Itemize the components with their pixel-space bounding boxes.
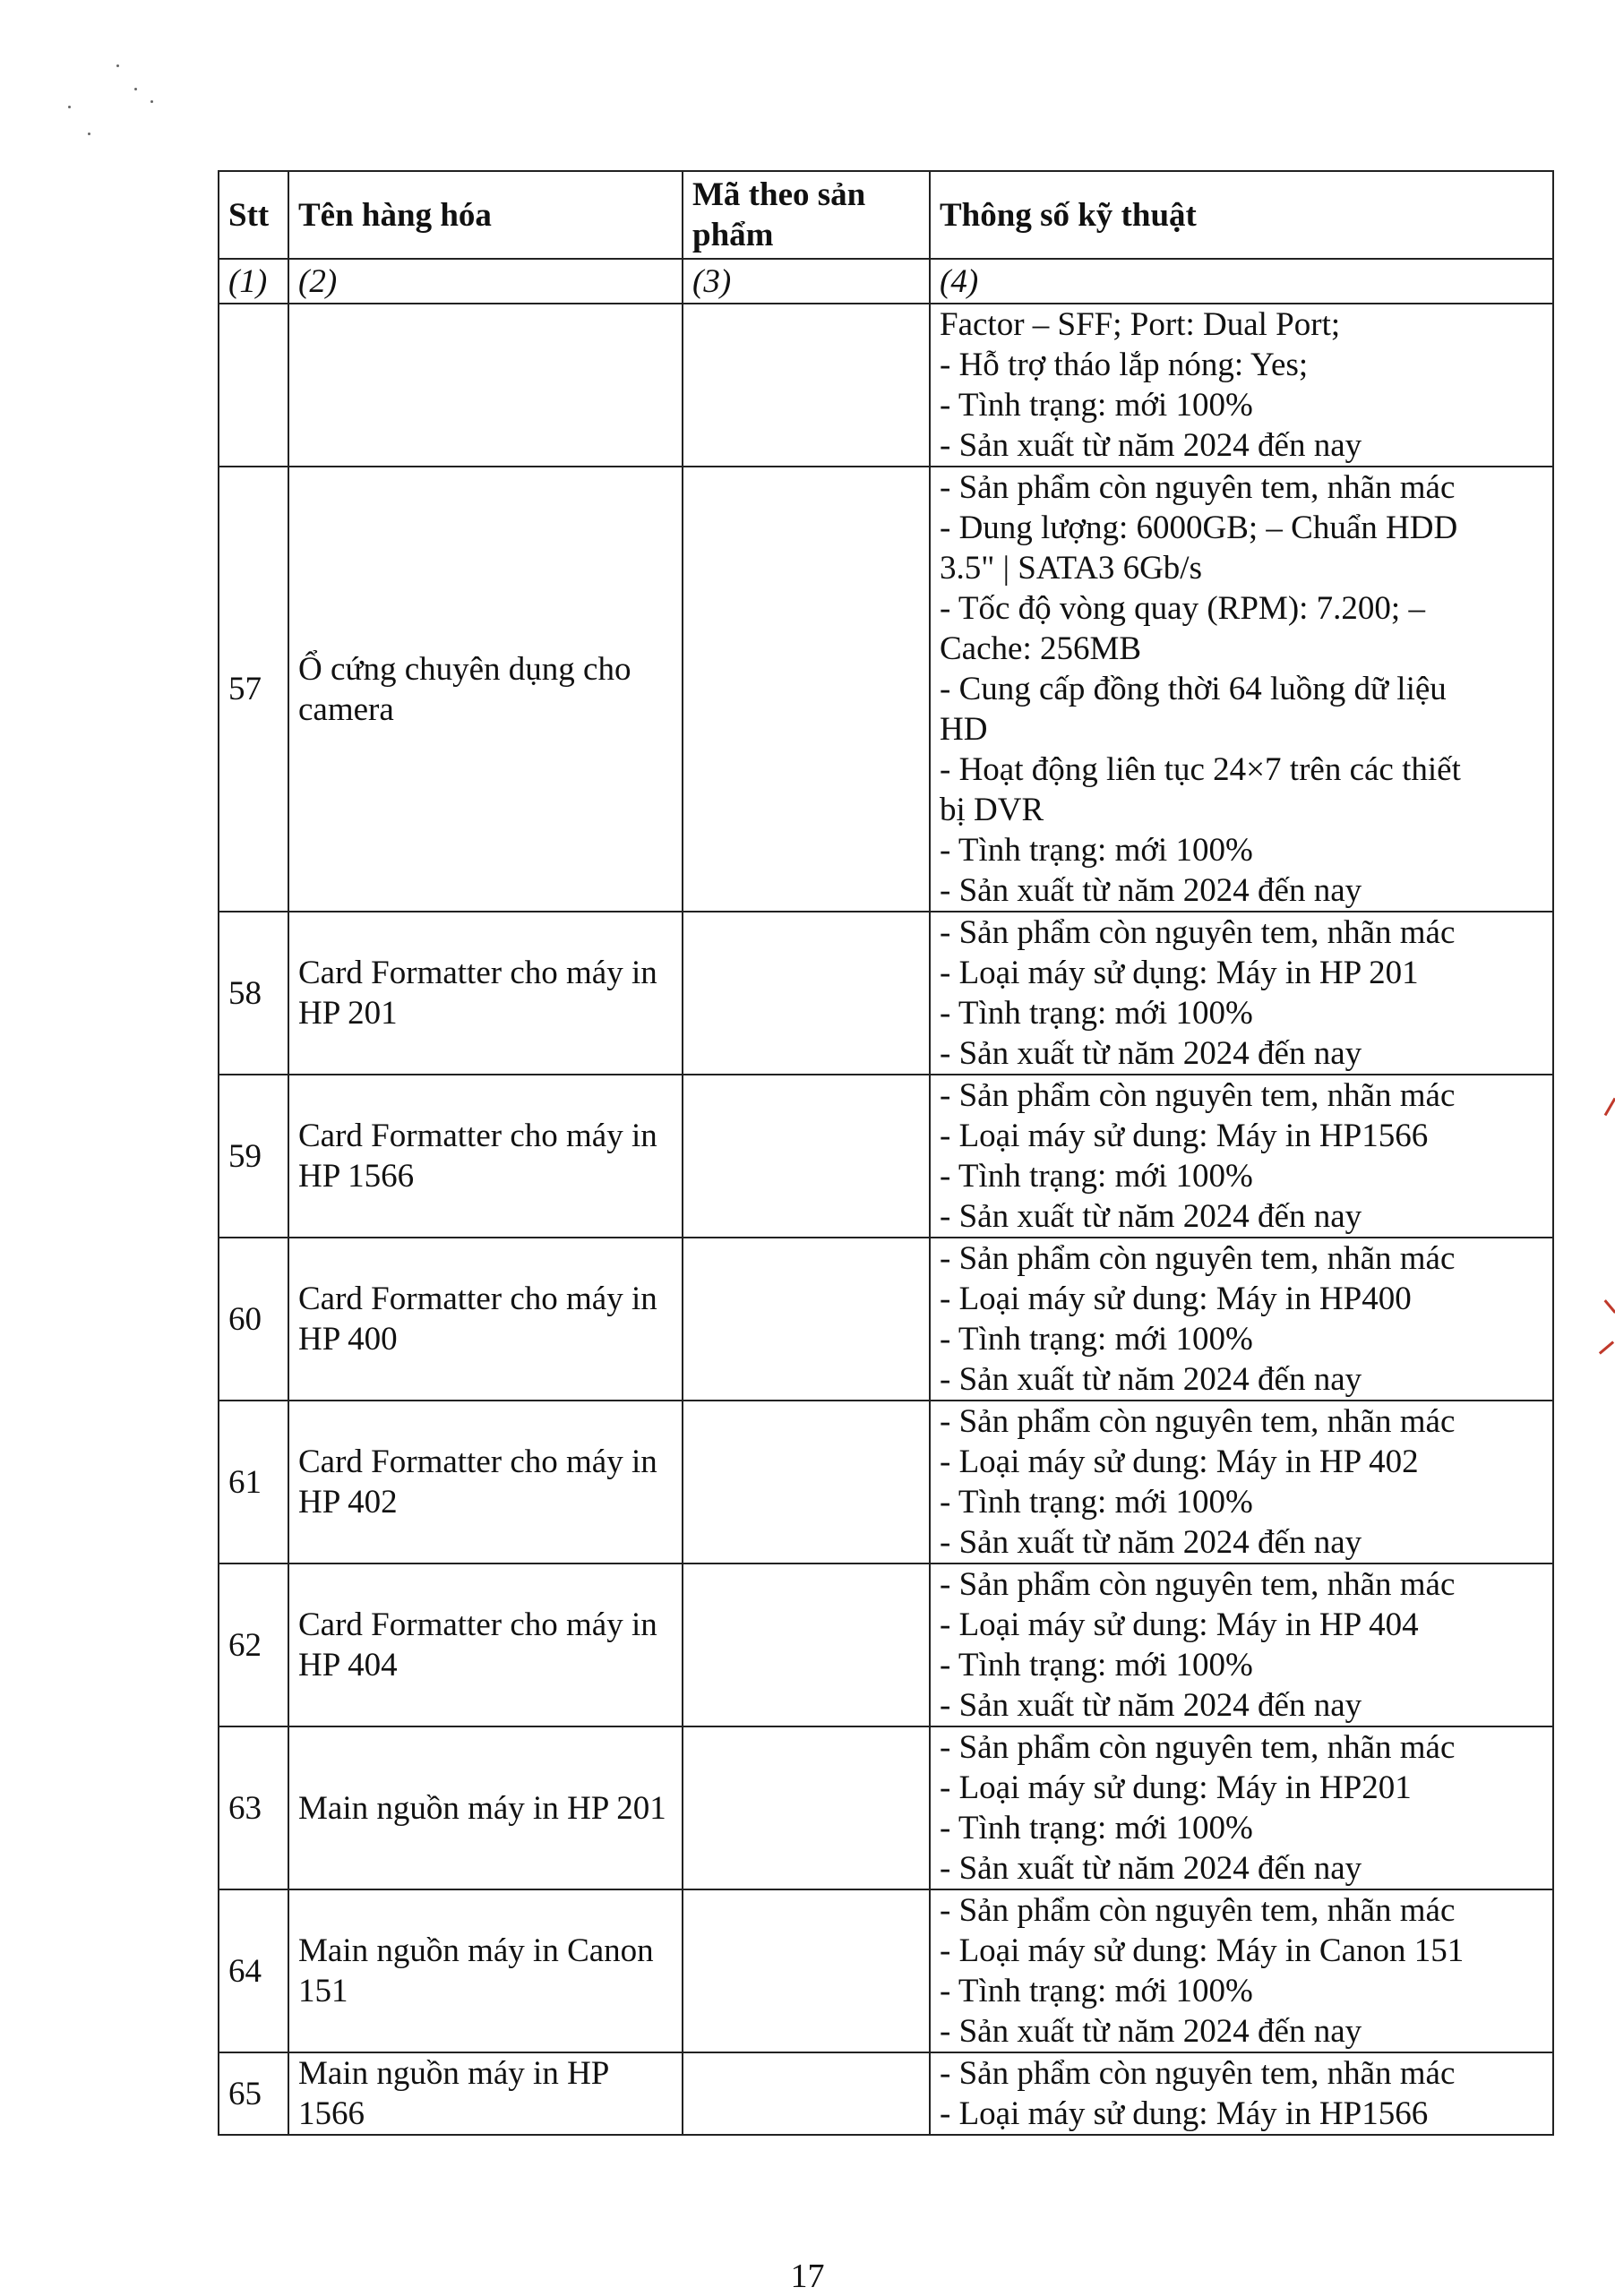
product-code-cell	[683, 1238, 930, 1401]
item-name-cell: Card Formatter cho máy in HP 201	[288, 912, 683, 1075]
stt-cell: 58	[219, 912, 288, 1075]
spec-line: - Loại máy sử dung: Máy in Canon 151	[940, 1932, 1465, 1969]
stt-cell: 64	[219, 1889, 288, 2052]
product-code-cell	[683, 1075, 930, 1238]
scan-speck	[116, 64, 119, 67]
item-name-cell: Main nguồn máy in HP 1566	[288, 2052, 683, 2135]
product-code-cell	[683, 912, 930, 1075]
spec-line: - Tình trạng: mới 100%	[940, 1810, 1253, 1846]
spec-line: - Tình trạng: mới 100%	[940, 1158, 1253, 1195]
spec-line: - Sản phẩm còn nguyên tem, nhãn mác	[940, 1077, 1456, 1114]
product-code-cell	[683, 2052, 930, 2135]
item-name-cell: Ổ cứng chuyên dụng cho camera	[288, 467, 683, 912]
stt-cell: 62	[219, 1564, 288, 1726]
spec-cell	[930, 467, 1553, 912]
table-row	[219, 1238, 1553, 1401]
scan-speck	[134, 88, 137, 90]
product-code-cell	[683, 1401, 930, 1564]
spec-line: - Sản phẩm còn nguyên tem, nhãn mác	[940, 914, 1456, 951]
header-spec: Thông số kỹ thuật	[930, 171, 1553, 259]
spec-line: - Tình trạng: mới 100%	[940, 1484, 1253, 1521]
spec-cell	[930, 304, 1553, 467]
spec-line: - Sản xuất từ năm 2024 đến nay	[940, 1361, 1362, 1398]
spec-line: - Sản xuất từ năm 2024 đến nay	[940, 1035, 1362, 1072]
stt-cell: 65	[219, 2052, 288, 2135]
spec-line: - Loại máy sử dung: Máy in HP 402	[940, 1444, 1419, 1480]
spec-line: - Sản xuất từ năm 2024 đến nay	[940, 1850, 1362, 1887]
spec-line: - Loại máy sử dung: Máy in HP 404	[940, 1606, 1419, 1643]
spec-line: HD	[940, 711, 988, 748]
item-name-cell: Main nguồn máy in Canon 151	[288, 1889, 683, 2052]
spec-line: - Tình trạng: mới 100%	[940, 1321, 1253, 1358]
table-row	[219, 912, 1553, 1075]
scan-speck	[88, 133, 90, 135]
spec-line: - Tình trạng: mới 100%	[940, 387, 1253, 424]
stt-cell: 61	[219, 1401, 288, 1564]
spec-line: - Loại máy sử dung: Máy in HP1566	[940, 2095, 1429, 2132]
spec-cell	[930, 1075, 1553, 1238]
product-code-cell	[683, 1889, 930, 2052]
spec-line: bị DVR	[940, 792, 1044, 828]
item-name-cell: Card Formatter cho máy in HP 400	[288, 1238, 683, 1401]
index-cell: (2)	[288, 259, 683, 304]
product-code-cell	[683, 1564, 930, 1726]
item-name-cell: Card Formatter cho máy in HP 402	[288, 1401, 683, 1564]
spec-line: 3.5" | SATA3 6Gb/s	[940, 550, 1202, 587]
product-code-cell	[683, 467, 930, 912]
margin-mark	[1604, 1299, 1615, 1314]
index-cell: (1)	[219, 259, 288, 304]
spec-line: - Sản phẩm còn nguyên tem, nhãn mác	[940, 1566, 1456, 1603]
header-name: Tên hàng hóa	[288, 171, 683, 259]
spec-line: - Sản xuất từ năm 2024 đến nay	[940, 427, 1362, 464]
spec-line: - Tốc độ vòng quay (RPM): 7.200; –	[940, 590, 1425, 627]
spec-cell	[930, 1726, 1553, 1889]
spec-line: Factor – SFF; Port: Dual Port;	[940, 306, 1341, 343]
spec-line: - Tình trạng: mới 100%	[940, 1647, 1253, 1683]
spec-cell	[930, 1238, 1553, 1401]
stt-cell: 63	[219, 1726, 288, 1889]
spec-line: - Sản phẩm còn nguyên tem, nhãn mác	[940, 2055, 1456, 2092]
index-cell: (4)	[930, 259, 1553, 304]
header-stt: Stt	[219, 171, 288, 259]
product-code-cell	[683, 304, 930, 467]
table-row	[219, 1401, 1553, 1564]
spec-line: - Hoạt động liên tục 24×7 trên các thiết	[940, 751, 1461, 788]
spec-cell	[930, 912, 1553, 1075]
spec-line: - Sản phẩm còn nguyên tem, nhãn mác	[940, 1729, 1456, 1766]
spec-line: - Sản phẩm còn nguyên tem, nhãn mác	[940, 1240, 1456, 1277]
table-row	[219, 1726, 1553, 1889]
stt-cell: 59	[219, 1075, 288, 1238]
index-cell: (3)	[683, 259, 930, 304]
table-body	[219, 304, 1553, 2135]
spec-line: - Sản xuất từ năm 2024 đến nay	[940, 1524, 1362, 1561]
scan-speck	[150, 100, 153, 103]
spec-line: - Tình trạng: mới 100%	[940, 995, 1253, 1032]
scan-speck	[68, 106, 71, 108]
spec-line: - Sản phẩm còn nguyên tem, nhãn mác	[940, 469, 1456, 506]
table-row	[219, 2052, 1553, 2135]
item-name-cell: Card Formatter cho máy in HP 404	[288, 1564, 683, 1726]
spec-line: - Sản xuất từ năm 2024 đến nay	[940, 1687, 1362, 1724]
item-name-cell: Card Formatter cho máy in HP 1566	[288, 1075, 683, 1238]
margin-mark	[1599, 1341, 1614, 1354]
spec-line: - Sản xuất từ năm 2024 đến nay	[940, 1198, 1362, 1235]
spec-cell	[930, 2052, 1553, 2135]
header-code: Mã theo sản phẩm	[683, 171, 930, 259]
table-row	[219, 1564, 1553, 1726]
spec-line: - Tình trạng: mới 100%	[940, 1973, 1253, 2009]
spec-line: - Loại máy sử dung: Máy in HP400	[940, 1281, 1412, 1317]
spec-line: - Cung cấp đồng thời 64 luồng dữ liệu	[940, 671, 1447, 707]
margin-mark	[1604, 1098, 1615, 1117]
stt-cell: 57	[219, 467, 288, 912]
spec-line: - Loại máy sử dung: Máy in HP201	[940, 1769, 1412, 1806]
goods-table	[218, 170, 1554, 2136]
table-header-row	[219, 171, 1553, 259]
spec-line: - Loại máy sử dụng: Máy in HP 201	[940, 955, 1419, 991]
spec-cell	[930, 1401, 1553, 1564]
spec-line: - Sản xuất từ năm 2024 đến nay	[940, 2013, 1362, 2050]
spec-cell	[930, 1564, 1553, 1726]
spec-line: - Sản phẩm còn nguyên tem, nhãn mác	[940, 1892, 1456, 1929]
spec-line: - Loại máy sử dung: Máy in HP1566	[940, 1118, 1429, 1154]
spec-line: - Sản phẩm còn nguyên tem, nhãn mác	[940, 1403, 1456, 1440]
spec-line: - Dung lượng: 6000GB; – Chuẩn HDD	[940, 510, 1458, 546]
spec-line: - Tình trạng: mới 100%	[940, 832, 1253, 869]
item-name-cell: Main nguồn máy in HP 201	[288, 1726, 683, 1889]
table-row	[219, 304, 1553, 467]
column-index-row	[219, 259, 1553, 304]
spec-line: - Sản xuất từ năm 2024 đến nay	[940, 872, 1362, 909]
stt-cell	[219, 304, 288, 467]
stt-cell: 60	[219, 1238, 288, 1401]
item-name-cell	[288, 304, 683, 467]
table-row	[219, 1075, 1553, 1238]
spec-line: Cache: 256MB	[940, 630, 1142, 667]
spec-cell	[930, 1889, 1553, 2052]
product-code-cell	[683, 1726, 930, 1889]
page-number: 17	[790, 2257, 825, 2295]
table-row	[219, 1889, 1553, 2052]
table-row	[219, 467, 1553, 912]
spec-line: - Hỗ trợ tháo lắp nóng: Yes;	[940, 347, 1309, 383]
